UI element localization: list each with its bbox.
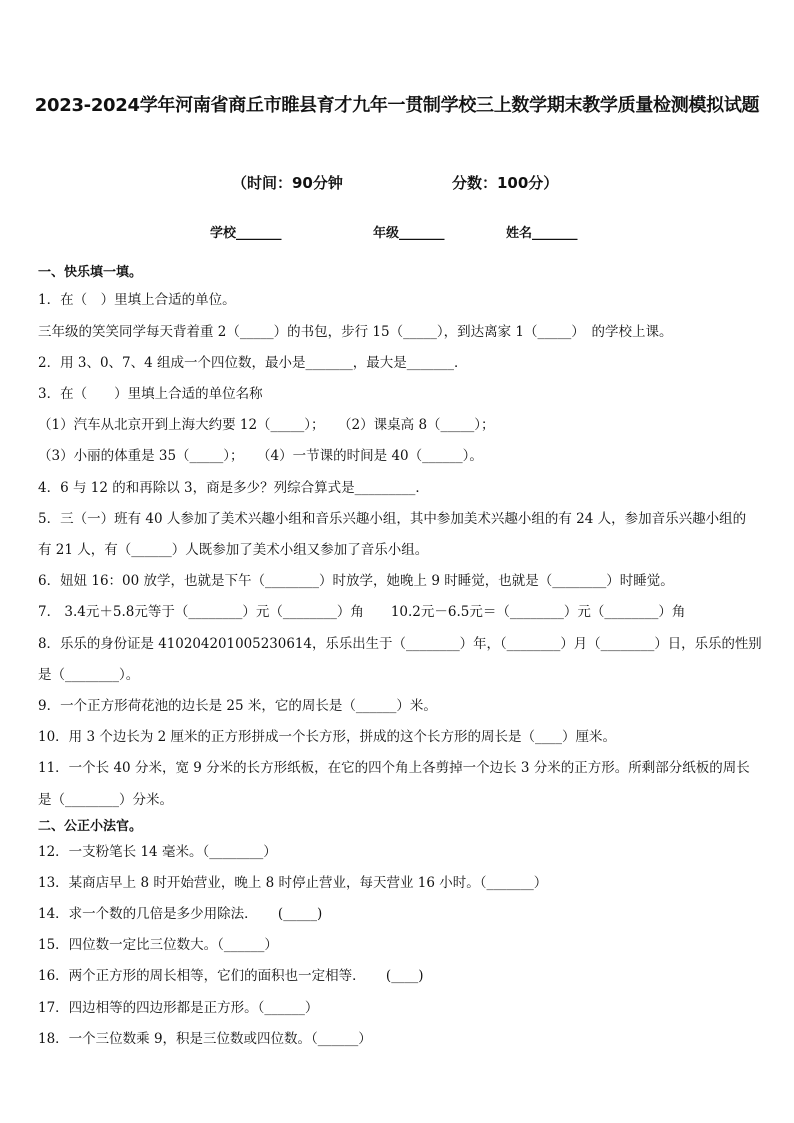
question-line: 11．一个长 40 分米，宽 9 分米的长方形纸板，在它的四个角上各剪掉一个边长 3 分米的正方形。所剩部分纸板的周长	[38, 760, 750, 776]
question-line: 是（________）分米。	[38, 792, 173, 808]
grade-field: 年级_______	[373, 226, 445, 241]
name-field: 姓名_______	[506, 226, 578, 241]
question-line: 14．求一个数的几倍是多少用除法． (_____)	[38, 906, 323, 922]
question-line: 2．用 3、0、7、4 组成一个四位数，最小是_______，最大是_______．	[38, 355, 468, 371]
question-line: 18．一个三位数乘 9，积是三位数或四位数。（______）	[38, 1031, 372, 1047]
question-line: （3）小丽的体重是 35（_____）； （4）一节课的时间是 40（______）。	[38, 448, 483, 464]
question-line: （1）汽车从北京开到上海大约要 12（_____）； （2）课桌高 8（_____）；	[38, 417, 495, 433]
question-line: 7． 3.4元＋5.8元等于（________）元（________）角 10.2元－6.5元＝（________）元（________）角	[38, 604, 686, 620]
question-line: 15．四位数一定比三位数大。（______）	[38, 937, 278, 953]
question-line: 10．用 3 个边长为 2 厘米的正方形拼成一个长方形，拼成的这个长方形的周长是（____）厘米。	[38, 729, 617, 745]
question-line: 13．某商店早上 8 时开始营业，晚上 8 时停止营业，每天营业 16 小时。（_______）	[38, 875, 548, 891]
question-line: 17．四边相等的四边形都是正方形。（______）	[38, 1000, 319, 1016]
exam-title: 2023-2024学年河南省商丘市睢县育才九年一贯制学校三上数学期末教学质量检测模拟试题	[34, 95, 760, 116]
question-line: 是（________）。	[38, 667, 140, 683]
exam-time: （时间：90分钟	[232, 174, 343, 192]
question-line: 4．6 与 12 的和再除以 3，商是多少？列综合算式是_________．	[38, 480, 429, 496]
exam-score: 分数：100分）	[452, 174, 559, 192]
question-line: 6．妞妞 16：00 放学，也就是下午（________）时放学，她晚上 9 时睡觉，也就是（________）时睡觉。	[38, 573, 674, 589]
question-line: 9．一个正方形荷花池的边长是 25 米，它的周长是（______）米。	[38, 698, 437, 714]
question-line: 1．在（ ）里填上合适的单位。	[38, 292, 236, 308]
question-line: 三年级的笑笑同学每天背着重 2（_____）的书包，步行 15（_____），到达离家 1（_____） 的学校上课。	[38, 324, 673, 340]
section-heading: 二、公正小法官。	[38, 819, 143, 834]
question-line: 8．乐乐的身份证是 410204201005230614，乐乐出生于（________）年，（________）月（________）日，乐乐的性别	[38, 636, 762, 652]
question-line: 3．在（ ）里填上合适的单位名称	[38, 386, 263, 402]
question-line: 有 21 人，有（______）人既参加了美术小组又参加了音乐小组。	[38, 542, 429, 558]
question-line: 5．三（一）班有 40 人参加了美术兴趣小组和音乐兴趣小组，其中参加美术兴趣小组的有 24 人，参加音乐兴趣小组的	[38, 511, 747, 527]
question-line: 16．两个正方形的周长相等，它们的面积也一定相等． (____)	[38, 968, 424, 984]
question-line: 12．一支粉笔长 14 毫米。（________）	[38, 844, 277, 860]
section-heading: 一、快乐填一填。	[38, 265, 143, 280]
school-field: 学校_______	[210, 226, 282, 241]
